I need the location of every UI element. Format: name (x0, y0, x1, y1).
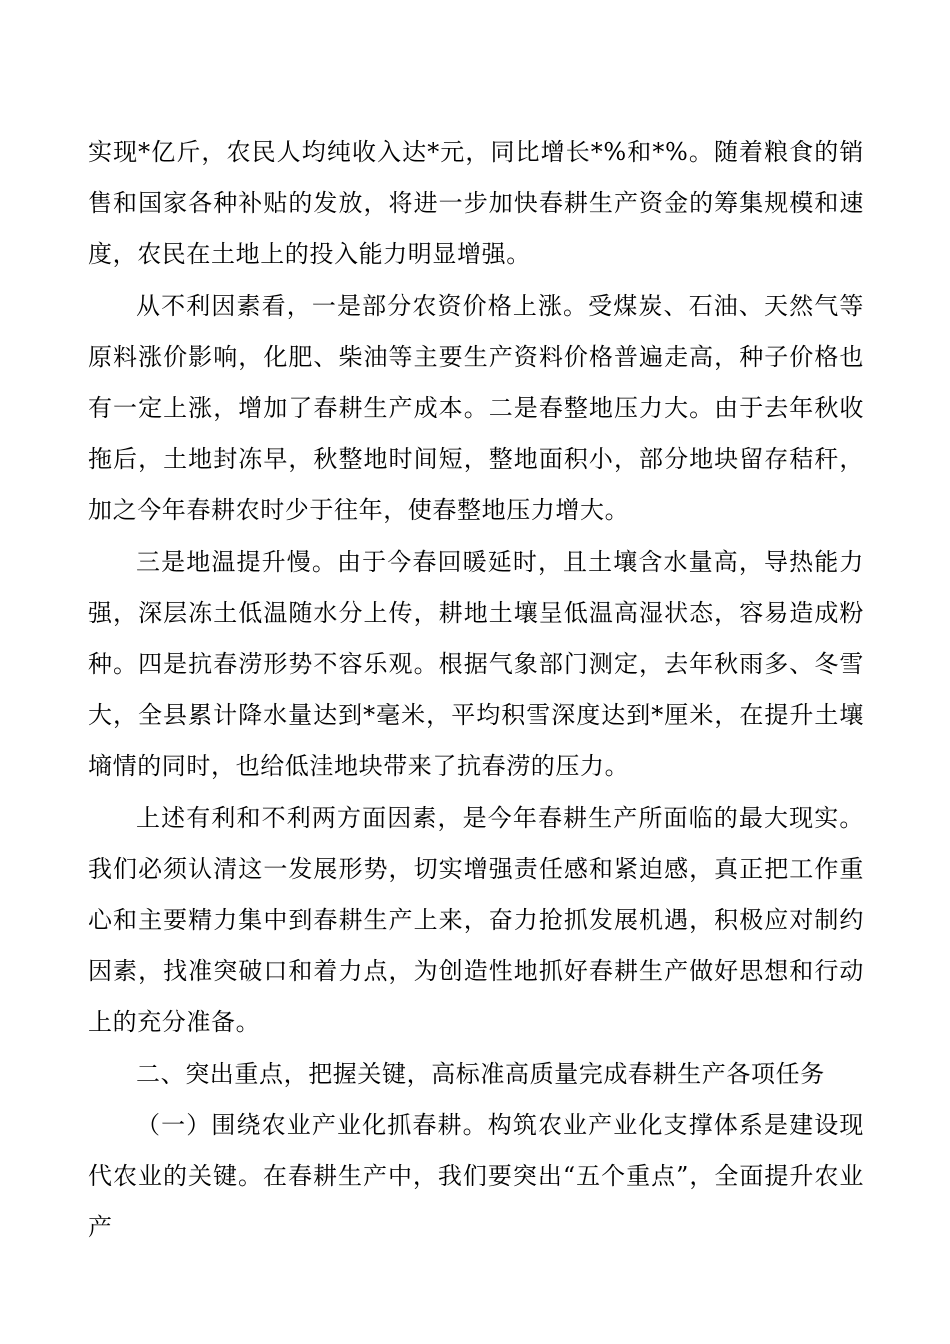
paragraph-soil-temperature: 三是地温提升慢。由于今春回暖延时，且土壤含水量高，导热能力强，深层冻土低温随水分上传，耕地土壤呈低温高湿状态，容易造成粉种。四是抗春涝形势不容乐观。根据气象部门测定，去年秋雨多、冬雪大，全县累计降水量达到*毫米，平均积雪深度达到*厘米，在提升土壤墒情的同时，也给低洼地块带来了抗春涝的压力。 (88, 547, 864, 781)
paragraph-unfavorable-factors: 从不利因素看，一是部分农资价格上涨。受煤炭、石油、天然气等原料涨价影响，化肥、柴油等主要生产资料价格普遍走高，种子价格也有一定上涨，增加了春耕生产成本。二是春整地压力大。由于去年秋收拖后，土地封冻早，秋整地时间短，整地面积小，部分地块留存秸秆，加之今年春耕农时少于往年，使春整地压力增大。 (88, 291, 864, 525)
document-body (88, 127, 864, 1253)
paragraph-subsection-one: （一）围绕农业产业化抓春耕。构筑农业产业化支撑体系是建设现代农业的关键。在春耕生产中，我们要突出“五个重点”，全面提升农业产 (88, 1110, 864, 1242)
paragraph-continuation: 实现*亿斤，农民人均纯收入达*元，同比增长*%和*%。随着粮食的销售和国家各种补贴的发放，将进一步加快春耕生产资金的筹集规模和速度，农民在土地上的投入能力明显增强。 (88, 138, 864, 269)
section-heading: 二、突出重点，把握关键，高标准高质量完成春耕生产各项任务 (136, 1059, 825, 1088)
paragraph-summary: 上述有利和不利两方面因素，是今年春耕生产所面临的最大现实。我们必须认清这一发展形势，切实增强责任感和紧迫感，真正把工作重心和主要精力集中到春耕生产上来，奋力抢抓发展机遇，积极应对制约因素，找准突破口和着力点，为创造性地抓好春耕生产做好思想和行动上的充分准备。 (88, 803, 864, 1037)
